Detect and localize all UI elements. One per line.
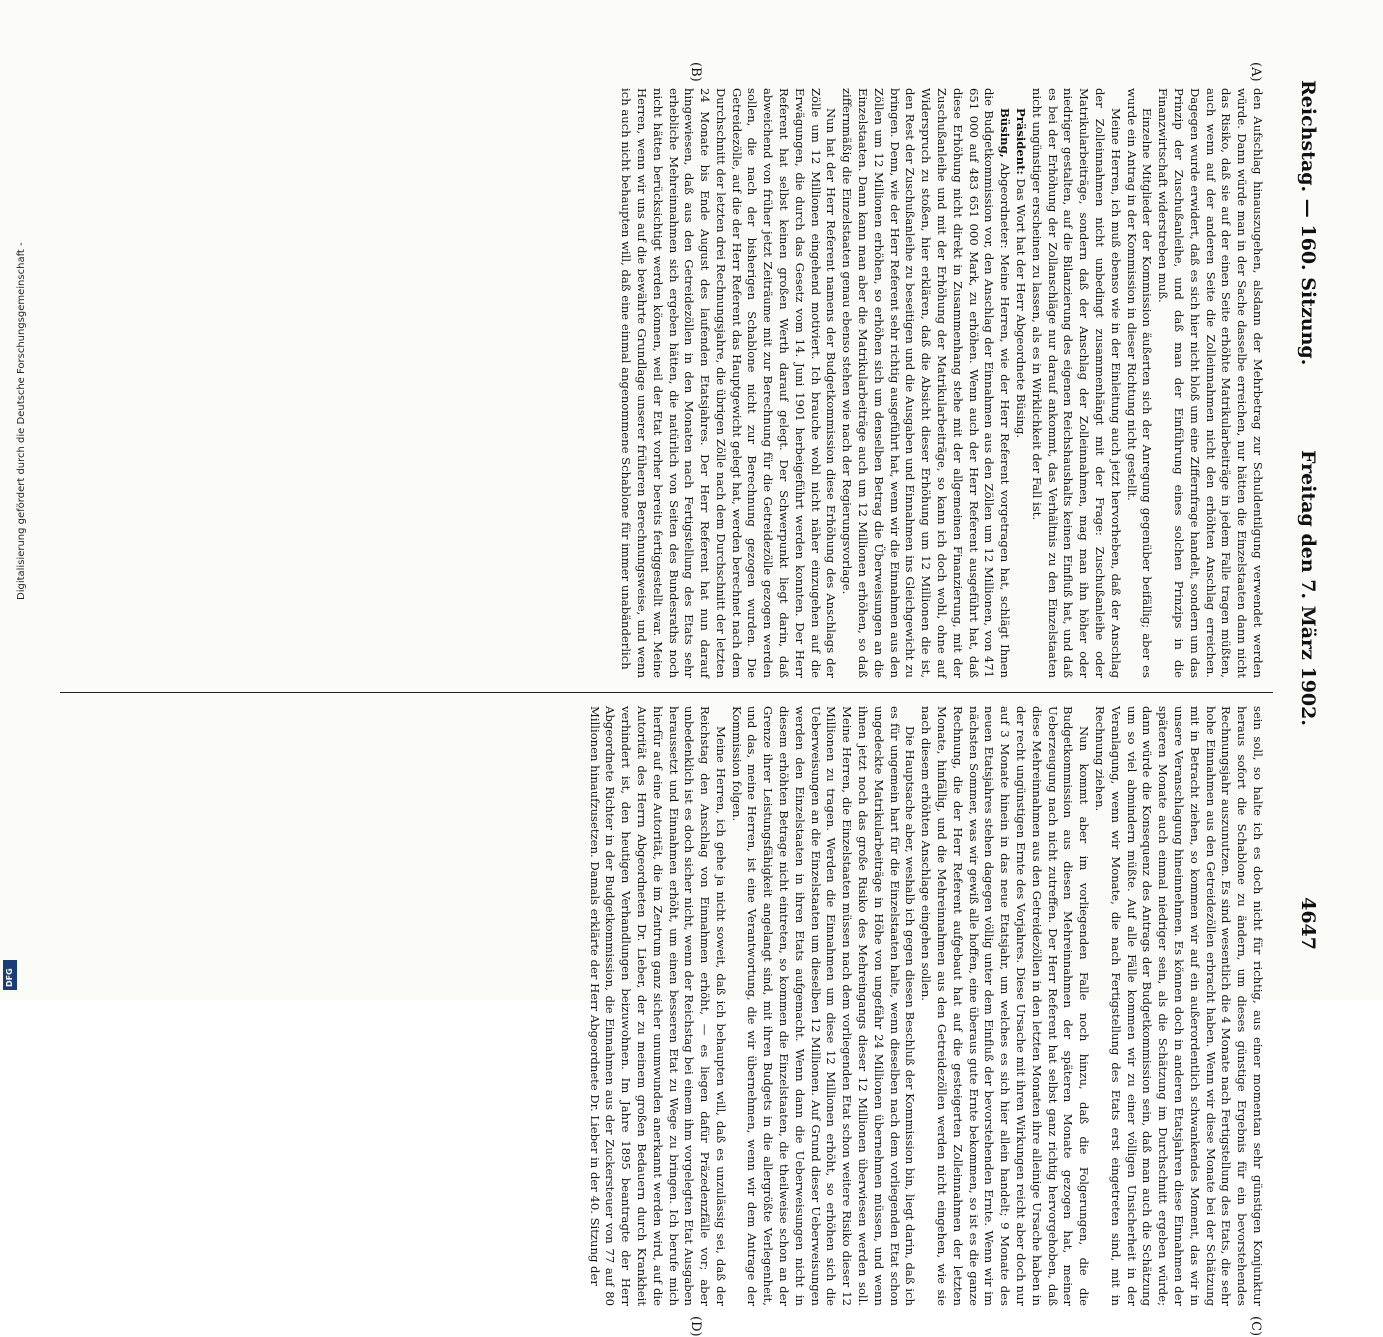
left-paragraph-2: Einzelne Mitglieder der Kommission äußerten sich der Anregung gegenüber beifällig; aber es wurde ein Antrag in der Kommission in dieser Richtung nicht gestellt. — [1124, 88, 1155, 678]
speaker-buesing: Büsing, — [998, 108, 1013, 158]
buesing-statement: Abgeordneter: Meine Herren, wie der Herr Referent vorgetragen hat, schlägt Ihnen die Budgetkommission vor, den Anschlag der Einnahmen aus den Zöllen um 12 Millionen, von 471 651 000 auf 483 651 000 Mark, zu erhöhen. Wenn auch der Herr Referent ausgeführt hat, daß diese Erhöhung nicht direkt in Zusammenhang stehe mit der allgemeinen Finanzierung, mit der Zuschußanleihe und mit der Erhöhung der Matrikularbeiträge, so kann ich doch wohl, ohne auf Widerspruch zu stoßen, hier erklären, daß die Absicht dieser Erhöhung um 12 Millionen die ist, den Rest der Zuschußanleihe zu beseitigen und die Ausgaben und Einnahmen ins Gleichgewicht zu bringen. Denn, wie der Herr Referent sehr richtig ausgeführt hat, wenn wir die Einnahmen aus den Zöllen um 12 Millionen erhöhen, so erhöhen sich um denselben Betrag die Überweisungen an die Einzelstaaten. Dann kann man aber die Matrikularbeiträge auch um 12 Millionen erhöhen, so daß ziffernmäßig die Einzelstaaten genau ebenso stehen wie nach der Regierungsvorlage. — [840, 88, 1013, 679]
left-paragraph-3: Meine Herren, ich muß ebenso wie in der Einleitung auch jetzt hervorheben, daß der Anschlag der Zolleinnahmen nicht unbedingt zusammenhängt mit der Frage: Zuschußanleihe oder Matrikularbeiträge, sondern daß der Anschlag der Zolleinnahmen, mag man ihn höher oder niedriger gestalten, auf die Bilanzierung des eigenen Reichshaushalts keinen Einfluß hat, und daß es bei der Erhöhung der Zollanschläge nur darauf ankommt, das Verhältnis zu den Einzelstaaten nicht ungünstiger erscheinen zu lassen, als es in Wirklichkeit der Fall ist. — [1029, 88, 1123, 678]
right-paragraph-3: Die Hauptsache aber, weshalb ich gegen diesen Beschluß der Kommission bin, liegt darin, daß ich es für ungemein hart für die Einzelstaaten halte, wenn dieselben nach dem vorliegenden Etat schon ungedeckte Matrikularbeiträge in Höhe von ungefähr 24 Millionen übernehmen müssen, und wenn ihnen jetzt noch das große Risiko des Mehreingangs dieser 12 Millionen überwiesen werden soll. Meine Herren, die Einzelstaaten müssen nach dem vorliegenden Etat schon weitere Risiko dieser 12 Millionen zu tragen. Werden die Einnahmen um diese 12 Millionen erhöht, so erhöhen sich die Ueberweisungen an die Einzelstaaten um dieselben 12 Millionen. Auf Grund dieser Ueberweisungen werden den Einzelstaaten in ihren Etats aufgemacht. Wenn dann die Ueberweisungen nicht in diesem erhöhten Betrage nicht eintreten, so kommen die Einzelstaaten, die theilweise schon an der Grenze ihrer Leistungsfähigkeit angelangt sind, mit ihren Budgets in die allergrößte Verlegenheit, und das, meine Herren, ist eine Verantwortung, die wir übernehmen, wenn wir dem Antrage der Kommission folgen. — [729, 706, 918, 1306]
right-paragraph-2: Nun kommt aber im vorliegenden Falle noch hinzu, daß die Folgerungen, die die Budgetkommission aus diesen Mehreinnahmen der späteren Monate gezogen hat, meiner Ueberzeugung nach nicht zutreffen. Der Herr Referent hat selbst ganz richtig hervorgehoben, daß diese Mehreinnahmen aus den Getreidezöllen in den letzten Monaten ihre alleinige Ursache haben in der recht ungünstigen Ernte des Vorjahres. Diese Ursache mit ihren Wirkungen reicht aber doch nur auf 3 Monate hinein in das neue Etatsjahr, um welches es sich hier allein handelt; 9 Monate des neuen Etatsjahres stehen dagegen völlig unter dem Einfluß der bevorstehenden Ernte. Wenn wir im nächsten Sommer, was wir gewiß alle hoffen, eine überaus gute Ernte bekommen, so ist es die ganze Rechnung, die der Herr Referent aufgebaut hat auf die gesteigerten Zolleinnahmen der letzten Monate, hinfällig, und die Mehreinnahmen aus den Getreidezöllen werden nicht eingehen, wie sie nach diesem erhöhten Anschlage eingehen sollen. — [919, 706, 1092, 1306]
left-paragraph-6: Nun hat der Herr Referent namens der Budgetkommission diese Erhöhung des Anschlags der Zölle um 12 Millionen eingehend motiviert. Ich brauche wohl nicht näher einzugehen auf die Erwägungen, die durch das Gesetz vom 14. Juni 1901 herbeigeführt werden konnten. Der Herr Referent hat selbst keinen großen Werth darauf gelegt. Der Schwerpunkt liegt darin, daß abweichend von früher jetzt Zeiträume mit zur Berechnung für die Getreidezölle gezogen werden sollen, die nach der bisherigen Schablone nicht zur Berechnung gezogen wurden. Die Getreidezölle, auf die der Herr Referent das Hauptgewicht gelegt hat, werden berechnet nach dem Durchschnitt der letzten drei Rechnungsjahre, die übrigen Zölle nach dem Durchschnitt der letzten 24 Monate bis Ende August des laufenden Etatsjahres. Der Herr Referent hat nun darauf hingewiesen, daß aus den Getreidezöllen in den Monaten nach Fertigstellung des Etats sehr erhebliche Mehreinnahmen sich ergeben hätten, die natürlich von Seiten des Bundesraths noch nicht hätten berücksichtigt werden können, weil der Etat vorher bereits fertiggestellt war. Meine Herren, wenn wir uns auf die bewährte Grundlage unserer früheren Berechnungsweise, und wenn ich auch nicht behaupten will, daß eine einmal angenommene Schablone für immer unabänderlich — [619, 88, 839, 678]
left-paragraph-5 — [838, 88, 1012, 678]
right-column — [45, 706, 1265, 1306]
left-paragraph-4 — [1012, 88, 1028, 678]
page-header — [1285, 40, 1325, 960]
right-paragraph-1: sein soll, so halte ich es doch nicht für richtig, aus einer momentan sehr günstigen Konjunktur heraus sofort die Schablone zu ändern, um dieses günstige Ergebnis für ein bevorstehendes Rechnungsjahr auszunutzen. Es sind wesentlich die 4 Monate nach Fertigstellung des Etats, die sehr hohe Einnahmen aus den Getreidezöllen erbracht haben. Wenn wir diese Monate bei der Schätzung mit in Betracht ziehen, so kommen wir auf ein außerordentlich schwankendes Moment, das wir in unsere Veranschlagung hineinnehmen. Es können doch in anderen Etatsjahren diese Einnahmen der späteren Monate auch einmal niedriger sein, als die Schätzung im Durchschnitt ergeben würde; dann würde die Konsequenz des Antrags der Budgetkommission sein, daß man auch die Schätzung um so viel abmindern müßte. Auf alle Fälle kommen wir zu einer völligen Unsicherheit in der Veranlagung, wenn wir Monate, die nach Fertigstellung des Etats erst eingetreten sind, mit in Rechnung ziehen. — [1093, 706, 1265, 1306]
digitization-credit: Digitalisierung gefördert durch die Deutsche Forschungsgemeinschaft - — [16, 242, 27, 600]
dfg-logo-text: DFG — [5, 968, 14, 987]
margin-marker-b: (B) — [688, 62, 703, 82]
header-session: Reichstag. — 160. Sitzung. — [1297, 80, 1319, 366]
page-number: 4647 — [1297, 897, 1319, 950]
column-divider — [60, 692, 1273, 693]
margin-marker-c: (C) — [1248, 1316, 1263, 1337]
header-date: Freitag den 7. März 1902. — [1297, 450, 1319, 726]
right-paragraph-4: Meine Herren, ich gehe ja nicht soweit, daß ich behaupten will, daß es unzulässig sei, daß der Reichstag den Anschlag von Einnahmen erhöht, — es liegen dafür Präzedenzfälle vor; aber unbedenklich ist es doch sicher nicht, wenn der Reichstag bei einem ihm vorgelegten Etat Ausgaben heraussetzt und Einnahmen erhöht, um einen besseren Etat zu Wege zu bringen. Ich berufe mich hierfür auf eine Autorität, die im Zentrum ganz sicher unumwunden anerkannt werden wird, auf die Autorität des Herrn Abgeordneten Dr. Lieber, der zu meinem großen Bedauern durch Krankheit verhindert ist, den heutigen Verhandlungen beizuwohnen. Im Jahre 1895 beantragte der Herr Abgeordnete Richter in der Budgetkommission, die Einnahmen aus der Zuckersteuer von 77 auf 80 Millionen hinaufzusetzen. Damals erklärte der Herr Abgeordnete Dr. Lieber in der 40. Sitzung der — [587, 706, 728, 1306]
left-paragraph-1: den Aufschlag hinauszugehen, alsdann der Mehrbetrag zur Schuldentilgung verwendet werden würde. Dann würde man in der Sache dasselbe erreichen, nur hätten die Einzelstaaten dann nicht das Risiko, daß sie auf der einen Seite erhöhte Matrikularbeiträge in jedem Falle tragen müßten, auch wenn auf der anderen Seite die Zolleinnahmen nicht den erhöhten Anschlag erreichen. Dagegen wurde erwidert, daß es sich hier nicht bloß um eine Ziffernfrage handelt, sondern um das Prinzip der Zuschußanleihe, und daß man der Einführung eines solchen Prinzips in die Finanzwirtschaft widerstreben muß. — [1156, 88, 1265, 678]
president-statement: Das Wort hat der Herr Abgeordnete Büsing. — [1014, 178, 1029, 439]
left-column — [45, 88, 1265, 678]
margin-marker-d: (D) — [688, 1316, 703, 1337]
speaker-president: Präsident: — [1014, 108, 1029, 175]
margin-marker-a: (A) — [1248, 62, 1263, 82]
